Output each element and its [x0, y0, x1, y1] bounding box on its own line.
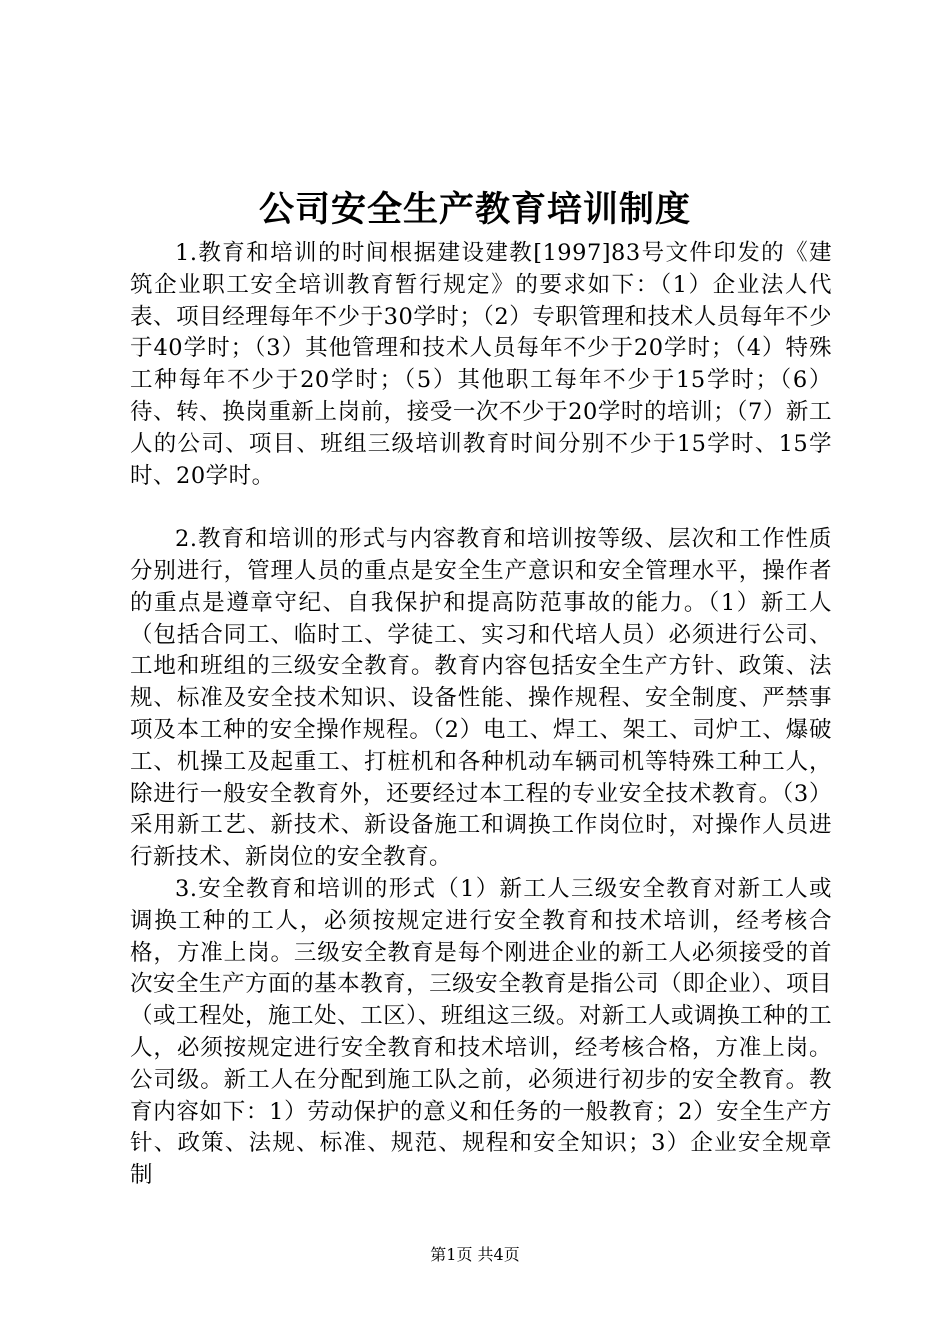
- paragraph-1: 1.教育和培训的时间根据建设建教[1997]83号文件印发的《建筑企业职工安全培训教育暂行规定》的要求如下：（1）企业法人代表、项目经理每年不少于30学时；（2）专职管理和技术人员每年不少于40学时；（3）其他管理和技术人员每年不少于20学时；（4）特殊工种每年不少于20学时；（5）其他职工每年不少于15学时；（6）待、转、换岗重新上岗前，接受一次不少于20学时的培训；（7）新工人的公司、项目、班组三级培训教育时间分别不少于15学时、15学时、20学时。: [130, 240, 832, 489]
- document-body: [130, 238, 832, 1192]
- page-title: 公司安全生产教育培训制度: [258, 189, 691, 230]
- page-number-footer: 第1页 共4页: [430, 1245, 520, 1264]
- paragraph-2: 2.教育和培训的形式与内容教育和培训按等级、层次和工作性质分别进行，管理人员的重点是安全生产意识和安全管理水平，操作者的重点是遵章守纪、自我保护和提高防范事故的能力。（1）新工人（包括合同工、临时工、学徒工、实习和代培人员）必须进行公司、工地和班组的三级安全教育。教育内容包括安全生产方针、政策、法规、标准及安全技术知识、设备性能、操作规程、安全制度、严禁事项及本工种的安全操作规程。（2）电工、焊工、架工、司炉工、爆破工、机操工及起重工、打桩机和各种机动车辆司机等特殊工种工人，除进行一般安全教育外，还要经过本工程的专业安全技术教育。（3）采用新工艺、新技术、新设备施工和调换工作岗位时，对操作人员进行新技术、新岗位的安全教育。: [130, 526, 832, 871]
- paragraph-3: 3.安全教育和培训的形式（1）新工人三级安全教育对新工人或调换工种的工人，必须按规定进行安全教育和技术培训，经考核合格，方准上岗。三级安全教育是每个刚进企业的新工人必须接受的首次安全生产方面的基本教育，三级安全教育是指公司（即企业）、项目（或工程处，施工处、工区）、班组这三级。对新工人或调换工种的工人，必须按规定进行安全教育和技术培训，经考核合格，方准上岗。公司级。新工人在分配到施工队之前，必须进行初步的安全教育。教育内容如下：1）劳动保护的意义和任务的一般教育；2）安全生产方针、政策、法规、标准、规范、规程和安全知识；3）企业安全规章制: [130, 875, 832, 1189]
- paragraph-spacer: [130, 492, 832, 524]
